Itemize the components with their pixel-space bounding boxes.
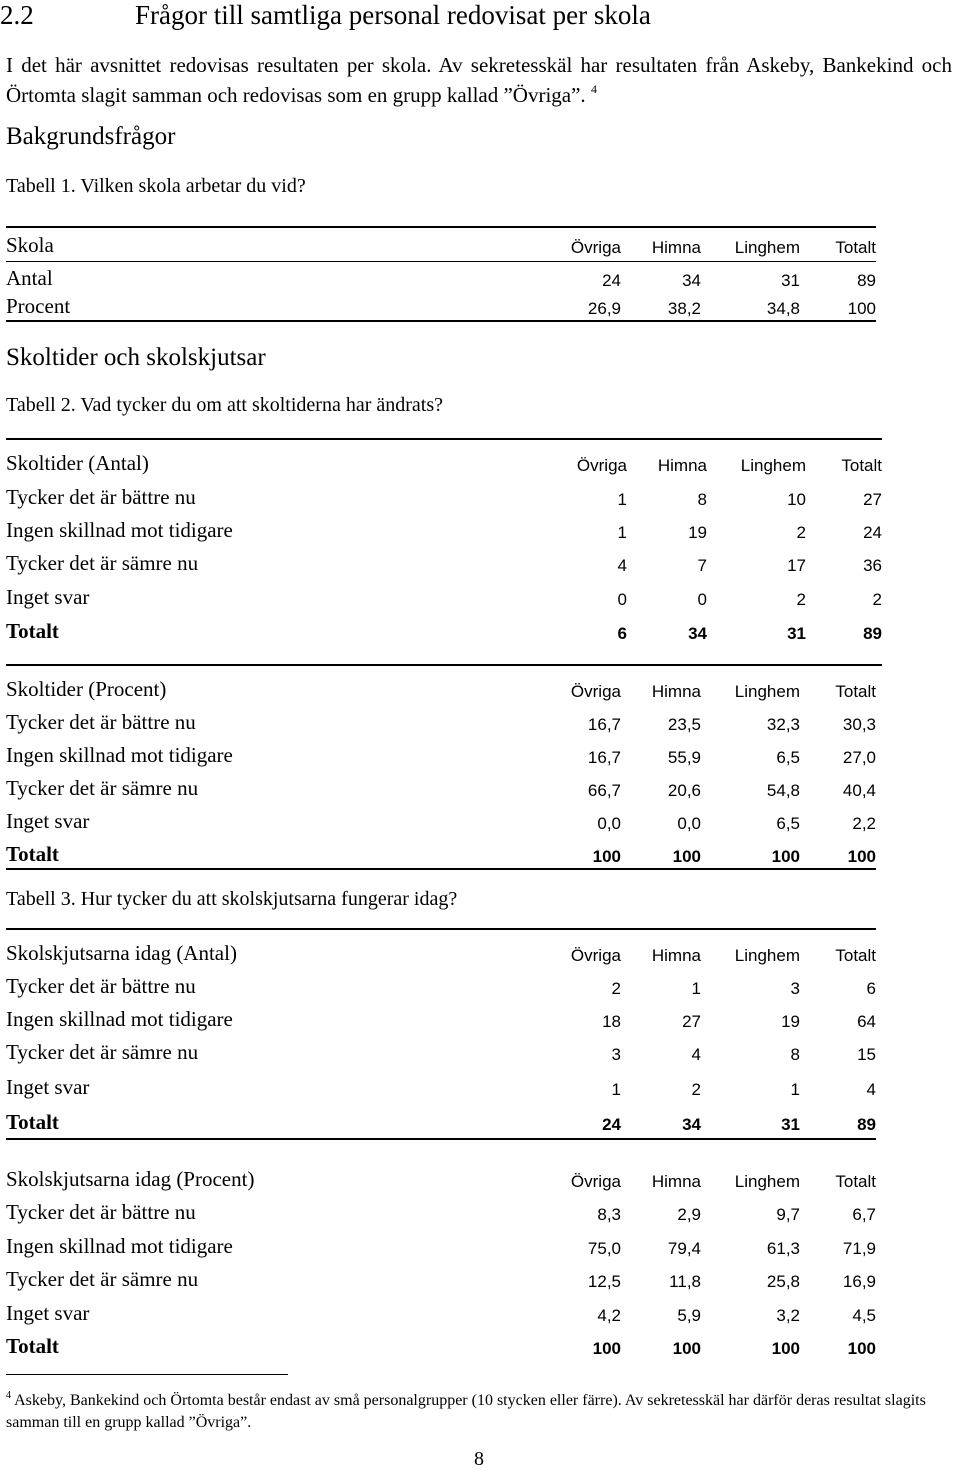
total-totalt: 100: [847, 1339, 876, 1358]
heading-skoltider: Skoltider och skolskjutsar: [6, 344, 266, 371]
cell-ovriga: 75,0: [587, 1239, 621, 1258]
header-himna: Himna: [651, 682, 701, 701]
table-rule: [6, 438, 882, 440]
header-ovriga: Övriga: [576, 456, 627, 475]
table-total-row: [6, 1331, 876, 1361]
table-row: [6, 263, 876, 293]
table-row: [6, 707, 876, 737]
total-linghem: 31: [787, 624, 806, 643]
cell-himna: 23,5: [667, 715, 701, 734]
intro-text: I det här avsnittet redovisas resultaten per skola. Av sekretesskäl har resultaten från Askeby, Bankekind och Örtomta slagit samman och redovisas som en grupp kallad ”Övriga”.: [6, 53, 952, 107]
table-header-row: [6, 448, 882, 478]
cell-ovriga: 3: [611, 1045, 621, 1064]
cell-totalt: 6,7: [852, 1205, 876, 1224]
header-linghem: Linghem: [734, 238, 800, 257]
cell-totalt: 36: [863, 556, 882, 575]
total-totalt: 89: [857, 1115, 876, 1134]
section-heading: [0, 0, 651, 31]
table-header-row: [6, 938, 876, 968]
total-totalt: 89: [863, 624, 882, 643]
table-header-row: [6, 1164, 876, 1194]
cell-linghem: 32,3: [766, 715, 800, 734]
header-label: Skoltider (Antal): [6, 451, 149, 475]
cell-himna: 7: [697, 556, 707, 575]
cell-ovriga: 1: [617, 490, 627, 509]
cell-linghem: 10: [787, 490, 806, 509]
header-linghem: Linghem: [734, 1172, 800, 1191]
row-label: Inget svar: [6, 1301, 90, 1325]
table-header-row: [6, 230, 876, 260]
cell-himna: 0: [697, 590, 707, 609]
table-row: [6, 971, 876, 1001]
row-label: Inget svar: [6, 1075, 90, 1099]
row-label: Tycker det är bättre nu: [6, 485, 196, 509]
cell-ovriga: 1: [611, 1080, 621, 1099]
row-label: Ingen skillnad mot tidigare: [6, 743, 233, 767]
header-himna: Himna: [651, 238, 701, 257]
cell-ovriga: 16,7: [587, 748, 621, 767]
header-himna: Himna: [651, 946, 701, 965]
cell-himna: 4: [691, 1045, 701, 1064]
cell-linghem: 6,5: [776, 748, 800, 767]
header-totalt: Totalt: [835, 238, 876, 257]
total-ovriga: 100: [592, 1339, 621, 1358]
cell-ovriga: 26,9: [587, 299, 621, 318]
table-rule: [6, 664, 882, 666]
cell-totalt: 16,9: [842, 1272, 876, 1291]
table-total-row: [6, 616, 882, 646]
cell-linghem: 17: [787, 556, 806, 575]
table-2-antal: [6, 438, 882, 666]
cell-totalt: 4,5: [852, 1306, 876, 1325]
cell-linghem: 1: [790, 1080, 800, 1099]
row-label: Tycker det är sämre nu: [6, 776, 199, 800]
cell-himna: 38,2: [667, 299, 701, 318]
section-number: 2.2: [0, 0, 34, 30]
header-totalt: Totalt: [835, 946, 876, 965]
total-linghem: 100: [771, 1339, 800, 1358]
header-ovriga: Övriga: [570, 238, 621, 257]
header-ovriga: Övriga: [570, 682, 621, 701]
cell-linghem: 54,8: [766, 781, 800, 800]
cell-linghem: 61,3: [766, 1239, 800, 1258]
cell-totalt: 27: [863, 490, 882, 509]
row-label: Ingen skillnad mot tidigare: [6, 1234, 233, 1258]
row-label: Procent: [6, 294, 71, 318]
table-rule: [6, 928, 876, 930]
row-label: Tycker det är bättre nu: [6, 1200, 196, 1224]
total-label: Totalt: [6, 1334, 59, 1358]
cell-ovriga: 12,5: [587, 1272, 621, 1291]
table-rule: [6, 868, 876, 870]
cell-totalt: 2,2: [852, 814, 876, 833]
table-row: [6, 482, 882, 512]
table-row: [6, 1264, 876, 1294]
footnote-reference: 4: [590, 82, 597, 96]
total-ovriga: 100: [592, 847, 621, 866]
total-himna: 34: [688, 624, 707, 643]
total-himna: 34: [682, 1115, 701, 1134]
row-label: Tycker det är sämre nu: [6, 1267, 199, 1291]
cell-ovriga: 2: [611, 979, 621, 998]
cell-totalt: 27,0: [842, 748, 876, 767]
row-label: Tycker det är sämre nu: [6, 551, 199, 575]
row-label: Antal: [6, 266, 53, 290]
header-totalt: Totalt: [835, 1172, 876, 1191]
cell-ovriga: 66,7: [587, 781, 621, 800]
cell-ovriga: 0,0: [597, 814, 621, 833]
table-rule: [6, 226, 876, 228]
total-linghem: 100: [771, 847, 800, 866]
total-linghem: 31: [781, 1115, 800, 1134]
table-rule: [6, 320, 876, 322]
cell-himna: 2: [691, 1080, 701, 1099]
caption-table-3: Tabell 3. Hur tycker du att skolskjutsarna fungerar idag?: [6, 888, 458, 910]
cell-linghem: 3,2: [776, 1306, 800, 1325]
footnote-text: Askeby, Bankekind och Örtomta består endast av små personalgrupper (10 stycken eller färre). Av sekretesskäl har därför deras resultat slagits samman till en grupp kallad ”Övriga”.: [6, 1392, 926, 1431]
cell-linghem: 19: [781, 1012, 800, 1031]
header-label: Skolskjutsarna idag (Antal): [6, 941, 237, 965]
cell-himna: 8: [697, 490, 707, 509]
header-linghem: Linghem: [740, 456, 806, 475]
row-label: Tycker det är sämre nu: [6, 1040, 199, 1064]
cell-ovriga: 4,2: [597, 1306, 621, 1325]
table-row: [6, 1231, 876, 1261]
footnote: [6, 1390, 946, 1434]
row-label: Inget svar: [6, 585, 90, 609]
header-ovriga: Övriga: [570, 1172, 621, 1191]
page-number: 8: [474, 1448, 484, 1470]
header-himna: Himna: [657, 456, 707, 475]
cell-ovriga: 8,3: [597, 1205, 621, 1224]
table-row: [6, 740, 876, 770]
cell-totalt: 24: [863, 523, 882, 542]
cell-totalt: 40,4: [842, 781, 876, 800]
cell-linghem: 8: [790, 1045, 800, 1064]
cell-himna: 27: [682, 1012, 701, 1031]
cell-totalt: 15: [857, 1045, 876, 1064]
table-total-row: [6, 1107, 876, 1137]
cell-ovriga: 24: [602, 271, 621, 290]
cell-himna: 79,4: [667, 1239, 701, 1258]
header-linghem: Linghem: [734, 682, 800, 701]
cell-ovriga: 4: [617, 556, 627, 575]
cell-ovriga: 16,7: [587, 715, 621, 734]
header-ovriga: Övriga: [570, 946, 621, 965]
cell-himna: 20,6: [667, 781, 701, 800]
cell-linghem: 6,5: [776, 814, 800, 833]
footnote-number: 4: [6, 1390, 11, 1401]
cell-himna: 19: [688, 523, 707, 542]
table-3-procent: [6, 1160, 876, 1360]
caption-table-2: Tabell 2. Vad tycker du om att skoltiderna har ändrats?: [6, 394, 443, 416]
cell-totalt: 71,9: [842, 1239, 876, 1258]
cell-ovriga: 18: [602, 1012, 621, 1031]
table-row: [6, 806, 876, 836]
cell-himna: 2,9: [677, 1205, 701, 1224]
table-row: [6, 582, 882, 612]
row-label: Tycker det är bättre nu: [6, 974, 196, 998]
cell-linghem: 2: [796, 523, 806, 542]
header-himna: Himna: [651, 1172, 701, 1191]
cell-totalt: 30,3: [842, 715, 876, 734]
total-ovriga: 6: [617, 624, 627, 643]
intro-paragraph: [6, 50, 952, 110]
caption-table-1: Tabell 1. Vilken skola arbetar du vid?: [6, 175, 306, 197]
header-totalt: Totalt: [841, 456, 882, 475]
table-header-row: [6, 674, 876, 704]
cell-totalt: 6: [866, 979, 876, 998]
table-row: [6, 515, 882, 545]
total-label: Totalt: [6, 1110, 59, 1134]
row-label: Ingen skillnad mot tidigare: [6, 518, 233, 542]
cell-linghem: 34,8: [766, 299, 800, 318]
table-rule: [6, 261, 876, 262]
table-row: [6, 1298, 876, 1328]
table-2-procent: [6, 670, 876, 870]
cell-totalt: 64: [857, 1012, 876, 1031]
cell-himna: 55,9: [667, 748, 701, 767]
row-label: Tycker det är bättre nu: [6, 710, 196, 734]
header-label: Skolskjutsarna idag (Procent): [6, 1167, 255, 1191]
table-3-antal: [6, 928, 876, 1140]
cell-totalt: 89: [857, 271, 876, 290]
total-label: Totalt: [6, 842, 59, 866]
cell-linghem: 2: [796, 590, 806, 609]
cell-himna: 34: [682, 271, 701, 290]
total-ovriga: 24: [602, 1115, 621, 1134]
heading-bakgrundsfragor: Bakgrundsfrågor: [6, 123, 176, 150]
total-himna: 100: [672, 847, 701, 866]
table-row: [6, 1197, 876, 1227]
cell-totalt: 2: [872, 590, 882, 609]
table-row: [6, 548, 882, 578]
cell-linghem: 31: [781, 271, 800, 290]
total-totalt: 100: [847, 847, 876, 866]
cell-linghem: 25,8: [766, 1272, 800, 1291]
cell-totalt: 4: [866, 1080, 876, 1099]
header-linghem: Linghem: [734, 946, 800, 965]
table-row: [6, 1004, 876, 1034]
cell-himna: 5,9: [677, 1306, 701, 1325]
table-1: [6, 226, 876, 322]
row-label: Inget svar: [6, 809, 90, 833]
cell-totalt: 100: [847, 299, 876, 318]
table-row: [6, 1072, 876, 1102]
cell-himna: 1: [691, 979, 701, 998]
row-label: Ingen skillnad mot tidigare: [6, 1007, 233, 1031]
header-totalt: Totalt: [835, 682, 876, 701]
table-rule: [6, 1138, 876, 1140]
cell-ovriga: 1: [617, 523, 627, 542]
section-title: Frågor till samtliga personal redovisat per skola: [135, 0, 651, 30]
total-label: Totalt: [6, 619, 59, 643]
cell-linghem: 9,7: [776, 1205, 800, 1224]
cell-himna: 11,8: [669, 1272, 701, 1291]
cell-himna: 0,0: [677, 814, 701, 833]
table-row: [6, 1037, 876, 1067]
cell-linghem: 3: [790, 979, 800, 998]
footnote-separator: [6, 1374, 288, 1375]
table-total-row: [6, 839, 876, 869]
header-label: Skoltider (Procent): [6, 677, 167, 701]
cell-ovriga: 0: [617, 590, 627, 609]
total-himna: 100: [672, 1339, 701, 1358]
table-row: [6, 773, 876, 803]
header-label: Skola: [6, 233, 54, 257]
table-row: [6, 291, 876, 321]
